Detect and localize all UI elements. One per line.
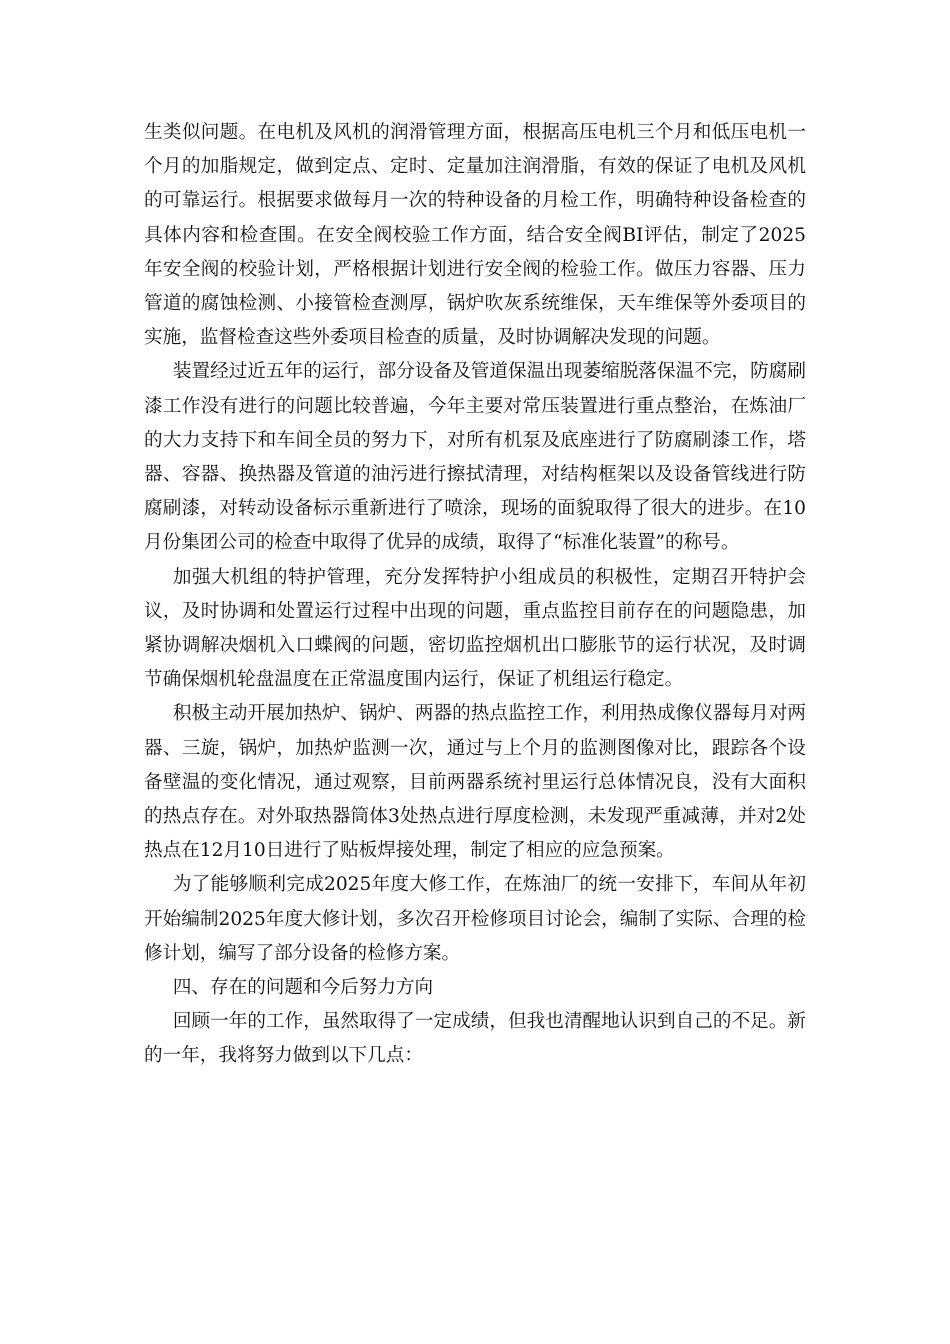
- section-heading: 四、存在的问题和今后努力方向: [172, 977, 434, 999]
- paragraph-review: 回顾一年的工作，虽然取得了一定成绩，但我也清醒地认识到自己的不足。新的一年，我将努力做到以下几点：: [144, 1011, 806, 1067]
- paragraph-continuation: 生类似问题。在电机及风机的润滑管理方面，根据高压电机三个月和低压电机一个月的加脂规定，做到定点、定时、定量加注润滑脂，有效的保证了电机及风机的可靠运行。根据要求做每月一次的特种设备的月检工作，明确特种设备检查的具体内容和检查围。在安全阀校验工作方面，结合安全阀BI评估，制定了2025年安全阀的校验计划，严格根据计划进行安全阀的检验工作。做压力容器、压力管道的腐蚀检测、小接管检查测厚，锅炉吹灰系统维保，天车维保等外委项目的实施，监督检查这些外委项目检查的质量，及时协调解决发现的问题。: [144, 122, 806, 349]
- paragraph-unit-care: 加强大机组的特护管理，充分发挥特护小组成员的积极性，定期召开特护会议，及时协调和处置运行过程中出现的问题，重点监控目前存在的问题隐患，加紧协调解决烟机入口蝶阀的问题，密切监控烟机出口膨胀节的运行状况，及时调节确保烟机轮盘温度在正常温度围内运行，保证了机组运行稳定。: [144, 566, 806, 691]
- paragraph-overhaul-plan: 为了能够顺利完成2025年度大修工作，在炼油厂的统一安排下，车间从年初开始编制2025年度大修计划，多次召开检修项目讨论会，编制了实际、合理的检修计划，编写了部分设备的检修方案。: [144, 874, 806, 964]
- document-body: [144, 116, 806, 1074]
- paragraph-hotspot-monitoring: 积极主动开展加热炉、锅炉、两器的热点监控工作，利用热成像仪器每月对两器、三旋，锅炉，加热炉监测一次，通过与上个月的监测图像对比，跟踪各个设备壁温的变化情况，通过观察，目前两器系统衬里运行总体情况良，没有大面积的热点存在。对外取热器筒体3处热点进行厚度检测，未发现严重减薄，并对2处热点在12月10日进行了贴板焊接处理，制定了相应的应急预案。: [144, 703, 806, 862]
- paragraph-anticorrosion: 装置经过近五年的运行，部分设备及管道保温出现萎缩脱落保温不完，防腐刷漆工作没有进行的问题比较普遍，今年主要对常压装置进行重点整治，在炼油厂的大力支持下和车间全员的努力下，对所有机泵及底座进行了防腐刷漆工作，塔器、容器、换热器及管道的油污进行擦拭清理，对结构框架以及设备管线进行防腐刷漆，对转动设备标示重新进行了喷涂，现场的面貌取得了很大的进步。在10月份集团公司的检查中取得了优异的成绩，取得了“标准化装置”的称号。: [144, 361, 806, 554]
